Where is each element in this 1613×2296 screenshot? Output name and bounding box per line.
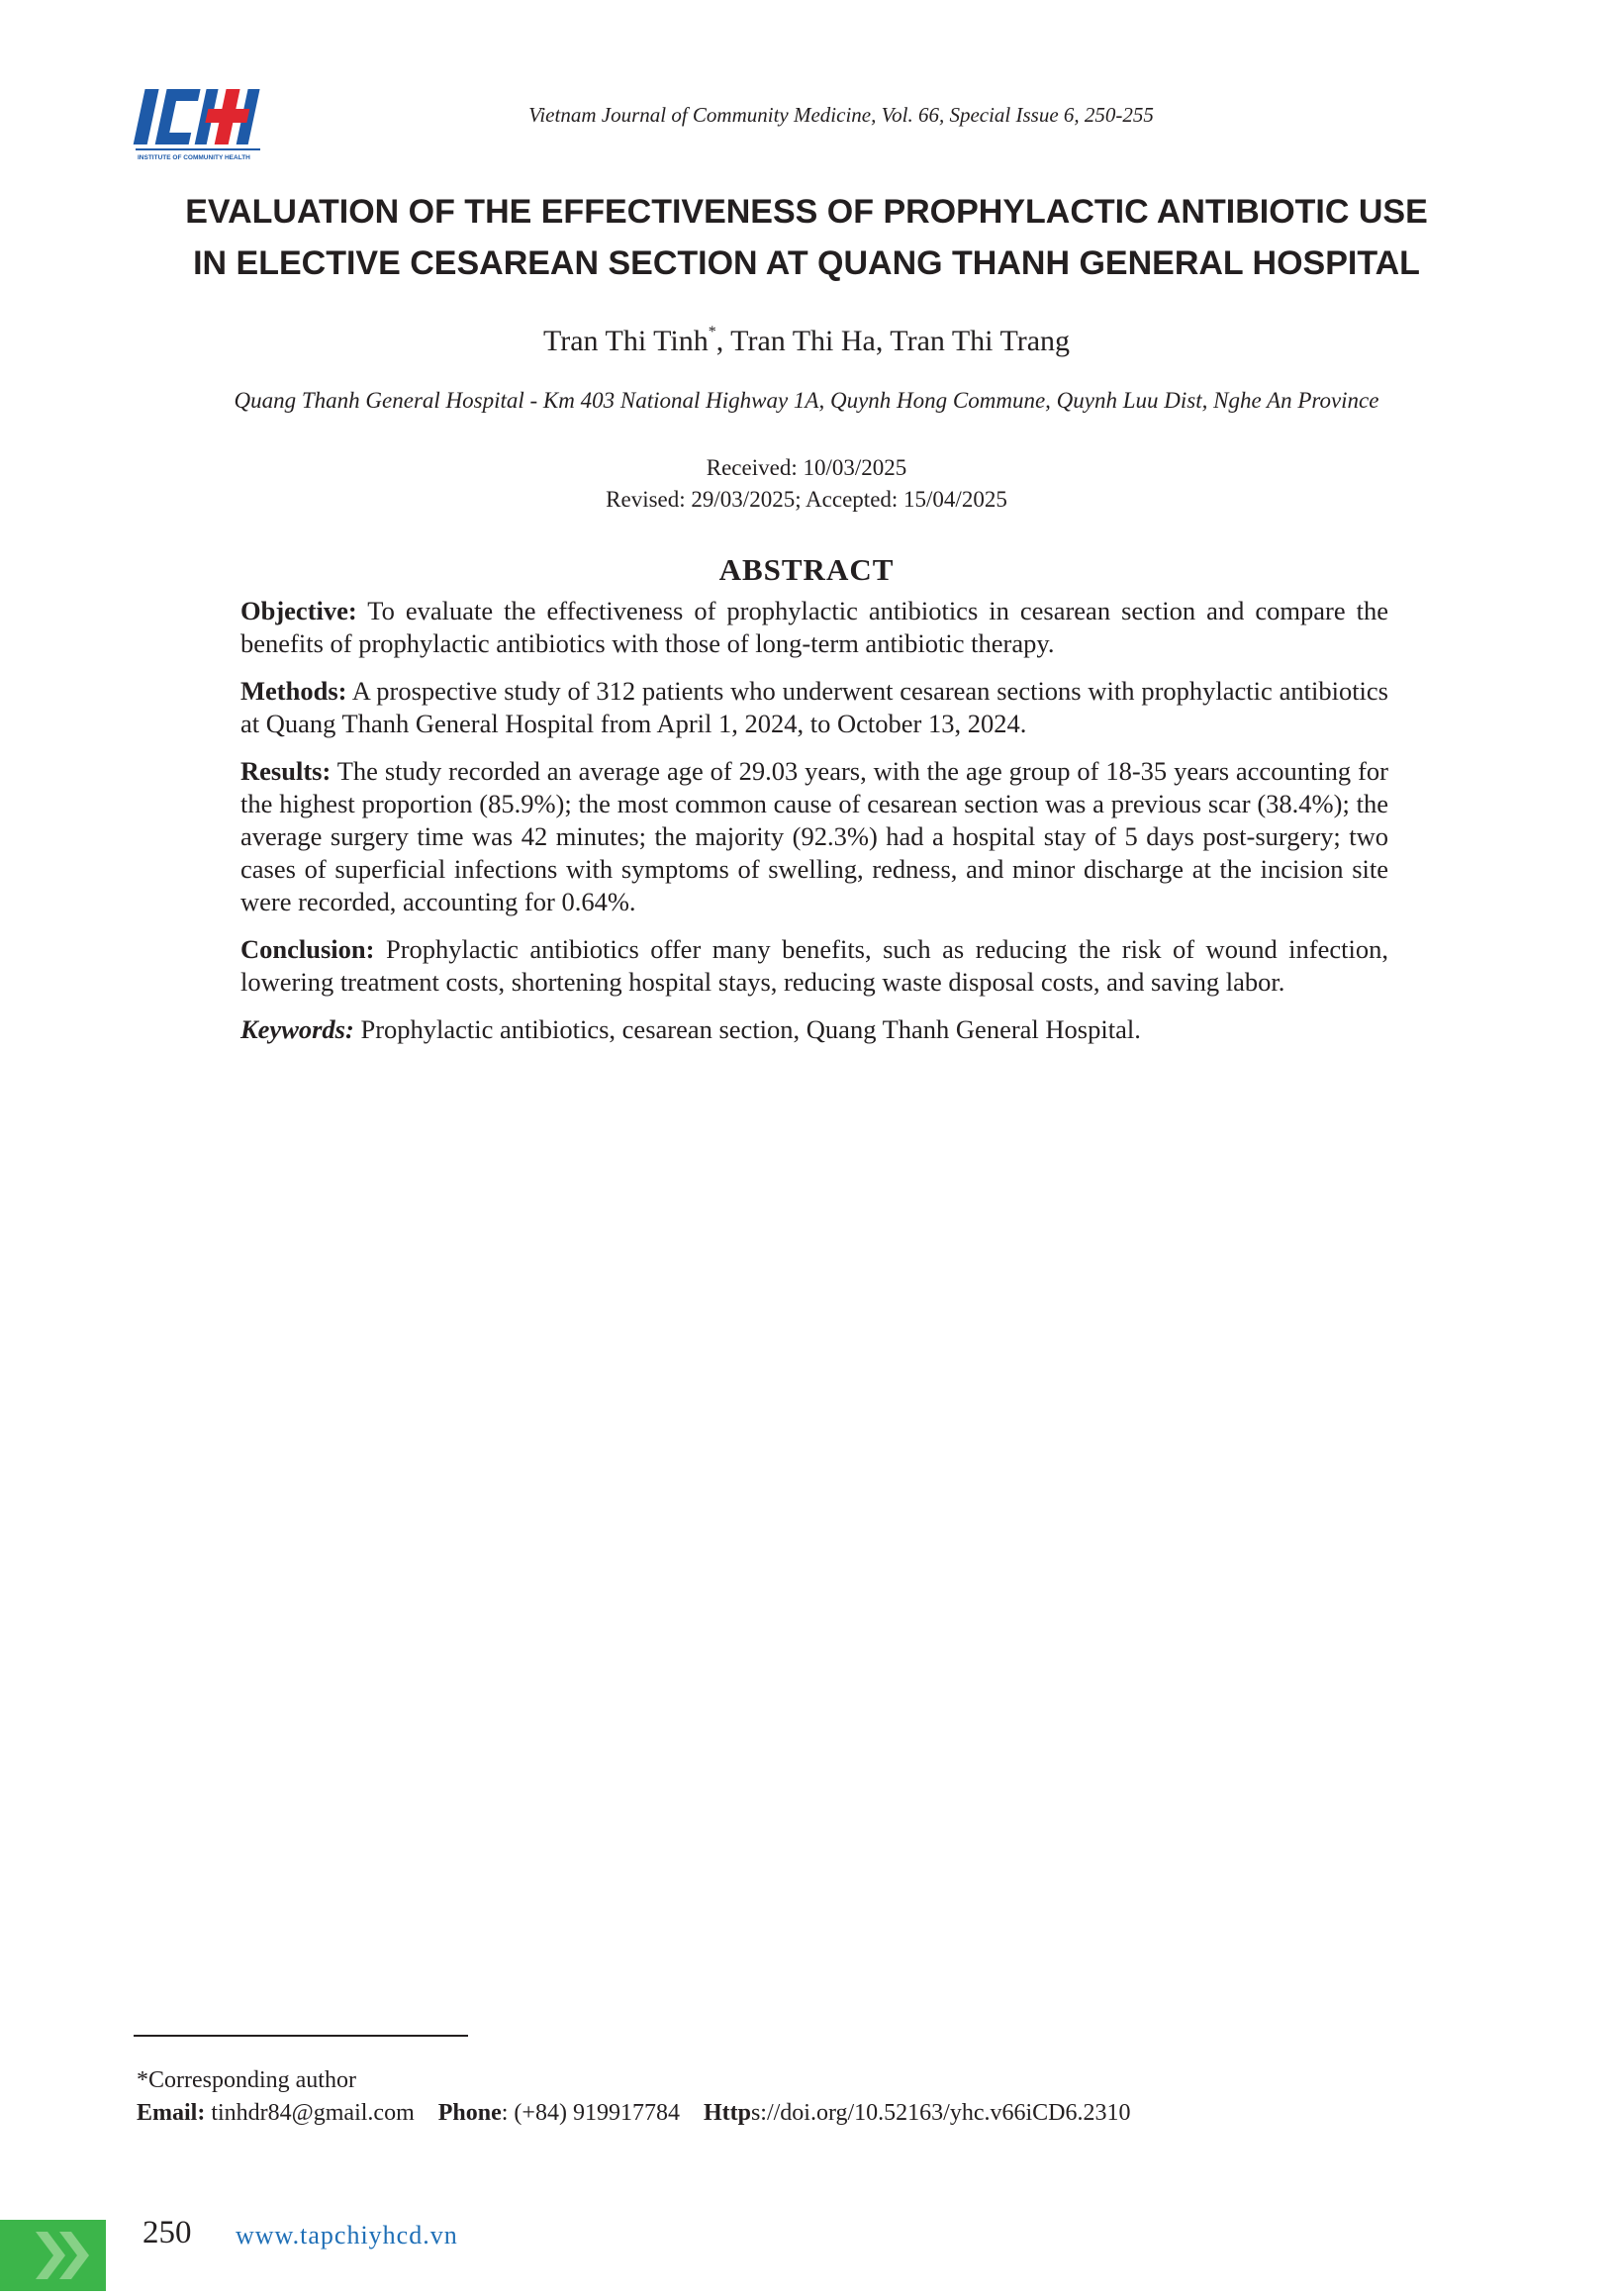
conclusion-label: Conclusion: bbox=[240, 934, 375, 964]
affiliation: Quang Thanh General Hospital - Km 403 National Highway 1A, Quynh Hong Commune, Quynh Luu Dist, Nghe An Province bbox=[234, 388, 1379, 413]
logo-letter-c bbox=[155, 89, 201, 144]
phone-value: : (+84) 919917784 bbox=[501, 2100, 680, 2126]
journal-citation: Vietnam Journal of Community Medicine, Vol. 66, Special Issue 6, 250-255 bbox=[528, 103, 1154, 127]
results-text: The study recorded an average age of 29.03 years, with the age group of 18-35 years accounting for the highest proportion (85.9%); the most common cause of cesarean section was a previous scar (38.4%); the average surgery time was 42 minutes; the majority (92.3%) had a hospital stay of 5 days post-surgery; two cases of superficial infections with symptoms of swelling, redness, and minor discharge at the incision site were recorded, accounting for 0.64%. bbox=[240, 756, 1388, 916]
abstract-keywords bbox=[240, 1013, 1388, 1046]
title-line-1: EVALUATION OF THE EFFECTIVENESS OF PROPHYLACTIC ANTIBIOTIC USE bbox=[185, 193, 1428, 231]
doi-prefix: Http bbox=[703, 2100, 751, 2126]
author-others: , Tran Thi Ha, Tran Thi Trang bbox=[715, 325, 1071, 357]
logo-underline bbox=[136, 148, 260, 150]
corresponding-author-note: *Corresponding author bbox=[137, 2067, 356, 2093]
methods-text: A prospective study of 312 patients who underwent cesarean sections with prophylactic antibiotics at Quang Thanh General Hospital from April 1, 2024, to October 13, 2024. bbox=[240, 676, 1388, 738]
footer-tab bbox=[0, 2220, 106, 2291]
email-label: Email: bbox=[137, 2100, 206, 2126]
keywords-text: Prophylactic antibiotics, cesarean section, Quang Thanh General Hospital. bbox=[353, 1014, 1141, 1044]
objective-text: To evaluate the effectiveness of prophylactic antibiotics in cesarean section and compare the benefits of prophylactic antibiotics with those of long-term antibiotic therapy. bbox=[240, 596, 1388, 658]
abstract-heading: ABSTRACT bbox=[718, 552, 895, 587]
revised-accepted-date: Revised: 29/03/2025; Accepted: 15/04/2025 bbox=[606, 487, 1007, 512]
journal-website-link[interactable]: www.tapchiyhcd.vn bbox=[236, 2221, 458, 2249]
methods-label: Methods: bbox=[240, 676, 347, 706]
doi-link[interactable]: s://doi.org/10.52163/yhc.v66iCD6.2310 bbox=[750, 2100, 1131, 2126]
title-line-2: IN ELECTIVE CESAREAN SECTION AT QUANG THANH GENERAL HOSPITAL bbox=[193, 244, 1420, 282]
abstract-results bbox=[240, 755, 1388, 918]
logo-cross-horizontal bbox=[205, 109, 249, 123]
article-dates bbox=[99, 452, 1514, 516]
objective-label: Objective: bbox=[240, 596, 357, 625]
author-list bbox=[99, 313, 1514, 361]
keywords-label: Keywords: bbox=[240, 1014, 354, 1044]
footnote-divider bbox=[134, 2035, 468, 2037]
abstract-conclusion bbox=[240, 933, 1388, 999]
abstract-methods bbox=[240, 675, 1388, 740]
abstract-body bbox=[240, 595, 1388, 1061]
contact-line bbox=[137, 2097, 1423, 2130]
abstract-objective bbox=[240, 595, 1388, 660]
results-label: Results: bbox=[240, 756, 332, 786]
corresponding-mark: * bbox=[708, 324, 716, 340]
phone-label: Phone bbox=[437, 2100, 502, 2126]
received-date: Received: 10/03/2025 bbox=[706, 455, 907, 480]
footnote bbox=[137, 2064, 1423, 2130]
ich-logo bbox=[132, 87, 262, 162]
article-title bbox=[99, 186, 1514, 289]
double-chevron-icon bbox=[0, 2220, 106, 2291]
email-link[interactable]: tinhdr84@gmail.com bbox=[205, 2100, 415, 2126]
author-corresponding: Tran Thi Tinh bbox=[542, 325, 709, 357]
page-number: 250 bbox=[142, 2215, 192, 2250]
logo-letter-i bbox=[134, 89, 159, 144]
conclusion-text: Prophylactic antibiotics offer many benefits, such as reducing the risk of wound infection, lowering treatment costs, shortening hospital stays, reducing waste disposal costs, and saving labor. bbox=[240, 934, 1388, 997]
logo-caption: INSTITUTE OF COMMUNITY HEALTH bbox=[138, 154, 250, 161]
